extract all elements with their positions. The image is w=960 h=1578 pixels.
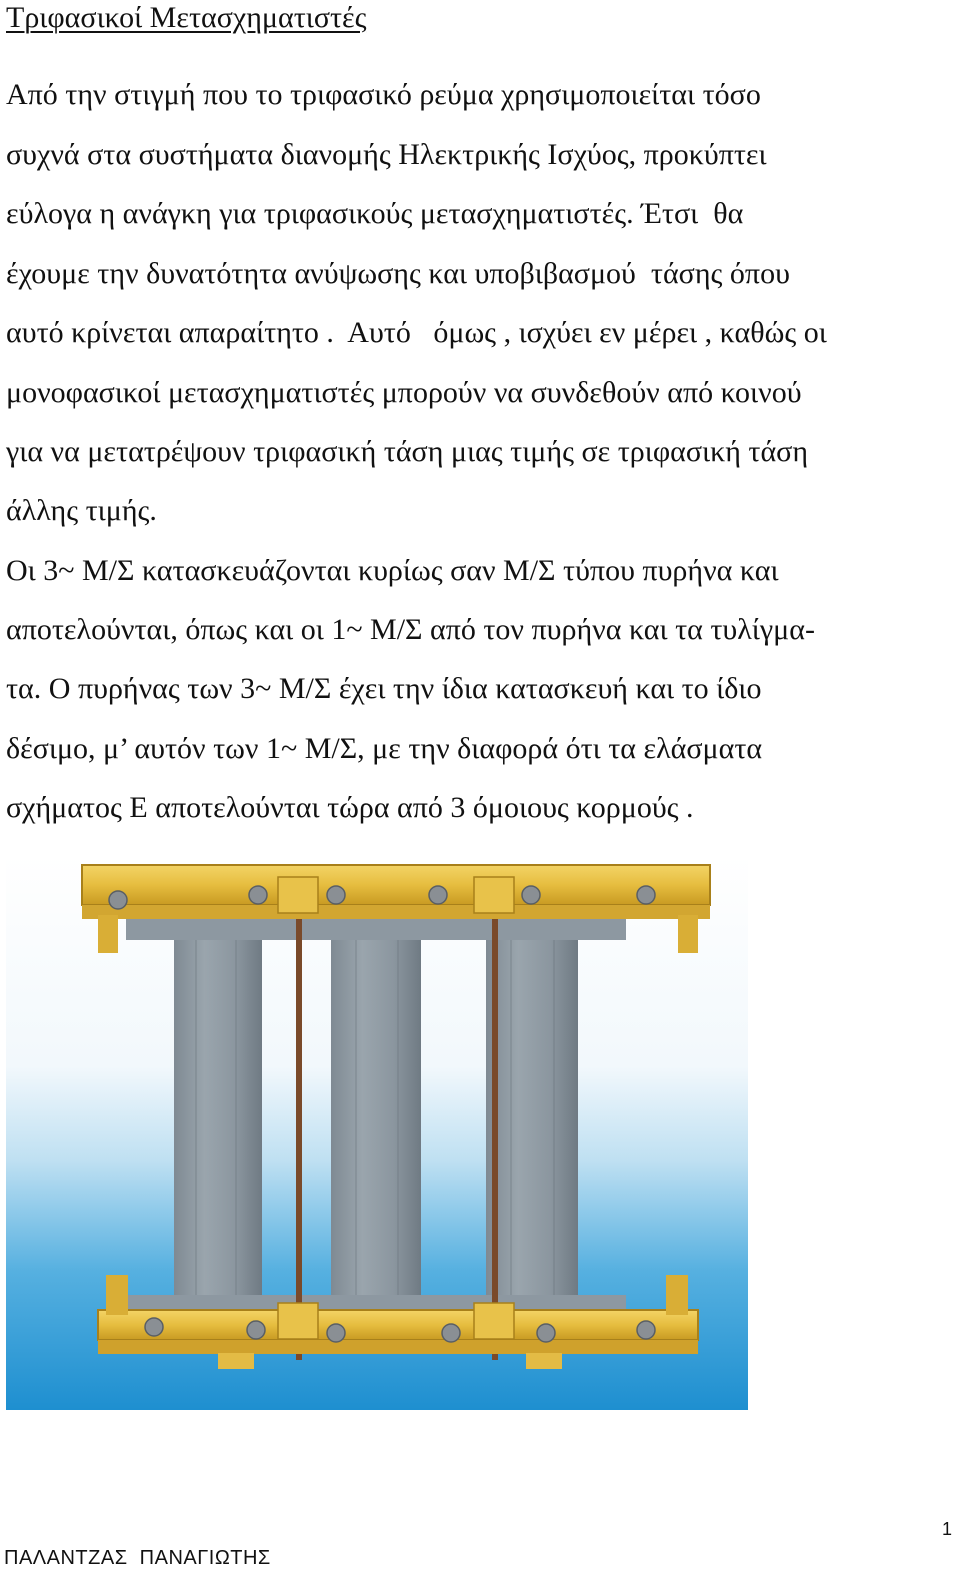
core-leg-left [174,925,262,1320]
page-number: 1 [941,1519,952,1539]
paragraph-line: δέσιμο, μ’ αυτόν των 1~ Μ/Σ, με την διαφορά ότι τα ελάσματα [6,732,763,765]
paragraph-line: έχουμε την δυνατότητα ανύψωσης και υποβιβασμού τάσης όπου [6,257,790,290]
paragraph-line: αυτό κρίνεται απαραίτητο . Αυτό όμως , ισχύει εν μέρει , καθώς οι [6,316,827,349]
core-leg-middle [331,925,421,1320]
paragraph-line: συχνά στα συστήματα διανομής Ηλεκτρικής Ισχύος, προκύπτει [6,138,767,171]
core-leg-right [486,925,578,1320]
tie-rod [492,890,498,1360]
paragraph-line: Οι 3~ Μ/Σ κατασκευάζονται κυρίως σαν Μ/Σ τύπου πυρήνα και [6,554,779,587]
paragraph-line: σχήματος Ε αποτελούνται τώρα από 3 όμοιους κορμούς . [6,791,694,824]
top-clamp-beam [82,865,710,905]
paragraph-line: εύλογα η ανάγκη για τριφασικούς μετασχηματιστές. Έτσι θα [6,197,744,230]
paragraph-line: αποτελούνται, όπως και οι 1~ Μ/Σ από τον πυρήνα και τα τυλίγμα- [6,613,815,646]
tie-rod [296,890,302,1360]
footer-author: ΠΑΛΑΝΤΖΑΣ ΠΑΝΑΓΙΩΤΗΣ [4,1547,271,1569]
paragraph-line: άλλης τιμής. [6,494,157,527]
paragraph-line: για να μετατρέψουν τριφασική τάση μιας τιμής σε τριφασική τάση [6,435,809,468]
paragraph-line: μονοφασικοί μετασχηματιστές μπορούν να συνδεθούν από κοινού [6,376,802,409]
transformer-core-photo [6,855,748,1410]
paragraph-line: τα. Ο πυρήνας των 3~ Μ/Σ έχει την ίδια κατασκευή και το ίδιο [6,672,762,705]
document-title: Τριφασικοί Μετασχηματιστές [6,1,367,34]
bottom-clamp-beam [98,1310,698,1340]
paragraph-line: Από την στιγμή που το τριφασικό ρεύμα χρησιμοποιείται τόσο [6,78,761,111]
